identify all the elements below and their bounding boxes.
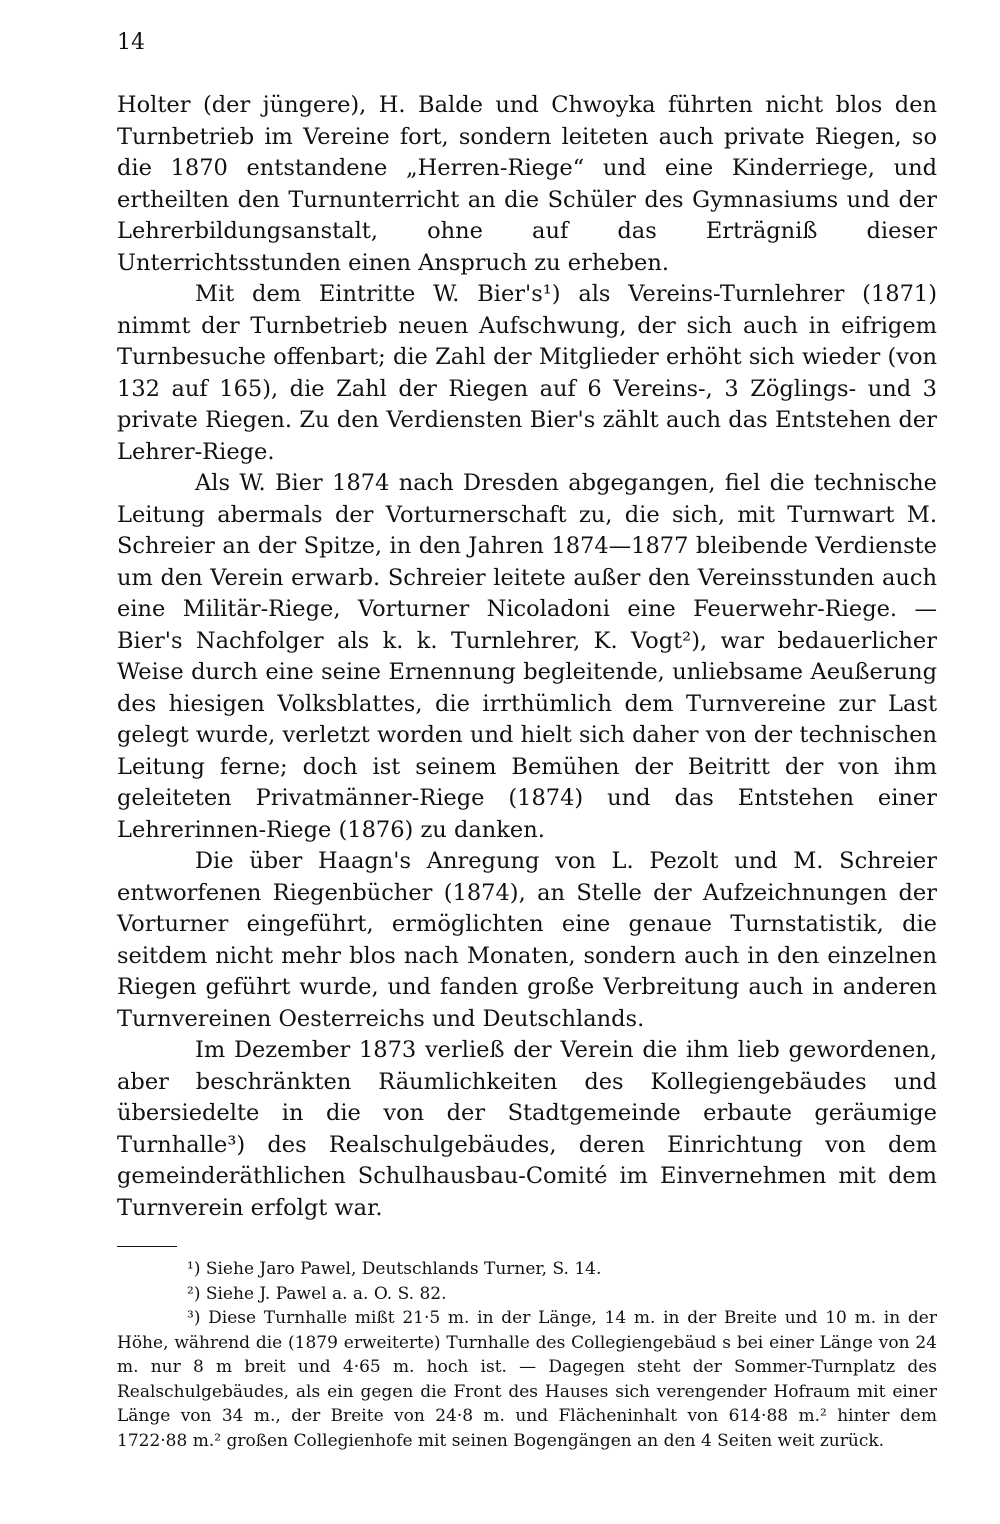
- footnote-divider: [117, 1246, 177, 1247]
- paragraph: Als W. Bier 1874 nach Dresden abgegangen, fiel die technische Leitung abermals der Vorturnerschaft zu, die sich, mit Turnwart M. Schreier an der Spitze, in den Jahren 1874—1877 bleibende Verdienste um den Verein erwarb. Schreier leitete außer den Vereinsstunden auch eine Militär-Riege, Vorturner Nicoladoni eine Feuerwehr-Riege. — Bier's Nachfolger als k. k. Turnlehrer, K. Vogt²), war bedauerlicher Weise durch eine seine Ernennung begleitende, unliebsame Aeußerung des hiesigen Volksblattes, die irrthümlich dem Turnvereine zur Last gelegt wurde, verletzt worden und hielt sich daher von der technischen Leitung ferne; doch ist seinem Bemühen der Beitritt der von ihm geleiteten Privatmänner-Riege (1874) und das Entstehen einer Lehrerinnen-Riege (1876) zu danken.: [117, 470, 937, 843]
- paragraph: Die über Haagn's Anregung von L. Pezolt und M. Schreier entworfenen Riegenbücher (1874), an Stelle der Aufzeichnungen der Vorturner eingeführt, ermöglichten eine genaue Turnstatistik, die seitdem nicht mehr blos nach Monaten, sondern auch in den einzelnen Riegen geführt wurde, und fanden große Verbreitung auch in anderen Turnvereinen Oesterreichs und Deutschlands.: [117, 848, 937, 1032]
- paragraph: Im Dezember 1873 verließ der Verein die ihm lieb gewordenen, aber beschränkten Räumlichkeiten des Kollegiengebäudes und übersiedelte in die von der Stadtgemeinde erbaute geräumige Turnhalle³) des Realschulgebäudes, deren Einrichtung von dem gemeinderäthlichen Schulhausbau-Comité im Einvernehmen mit dem Turnverein erfolgt war.: [117, 1037, 937, 1221]
- footnote: ³) Diese Turnhalle mißt 21·5 m. in der Länge, 14 m. in der Breite und 10 m. in der Höhe, während die (1879 erweiterte) Turnhalle des Collegiengebäud s bei einer Länge von 24 m. nur 8 m breit und 4·65 m. hoch ist. — Dagegen steht der Sommer-Turnplatz des Realschulgebäudes, als ein gegen die Front des Hauses sich verengender Hofraum mit einer Länge von 34 m., der Breite von 24·8 m. und Flächeninhalt von 614·88 m.² hinter dem 1722·88 m.² großen Collegienhofe mit seinen Bogengängen an den 4 Seiten weit zurück.: [117, 1308, 937, 1451]
- footnote: ¹) Siehe Jaro Pawel, Deutschlands Turner, S. 14.: [187, 1259, 602, 1279]
- footnote: ²) Siehe J. Pawel a. a. O. S. 82.: [187, 1283, 447, 1304]
- paragraph: Mit dem Eintritte W. Bier's¹) als Vereins-Turnlehrer (1871) nimmt der Turnbetrieb neuen Aufschwung, der sich auch in eifrigem Turnbesuche offenbart; die Zahl der Mitglieder erhöht sich wieder (von 132 auf 165), die Zahl der Riegen auf 6 Vereins-, 3 Zöglings- und 3 private Riegen. Zu den Verdiensten Bier's zählt auch das Entstehen der Lehrer-Riege.: [117, 281, 937, 465]
- body-text: [117, 90, 937, 1224]
- page-number: 14: [117, 30, 145, 55]
- paragraph: Holter (der jüngere), H. Balde und Chwoyka führten nicht blos den Turnbetrieb im Vereine fort, sondern leiteten auch private Riegen, so die 1870 entstandene „Herren-Riege“ und eine Kinderriege, und ertheilten den Turnunterricht an die Schüler des Gymnasiums und der Lehrerbildungsanstalt, ohne auf das Erträgniß dieser Unterrichtsstunden einen Anspruch zu erheben.: [117, 92, 937, 276]
- document-page: [117, 32, 937, 1453]
- footnotes: [117, 1257, 937, 1453]
